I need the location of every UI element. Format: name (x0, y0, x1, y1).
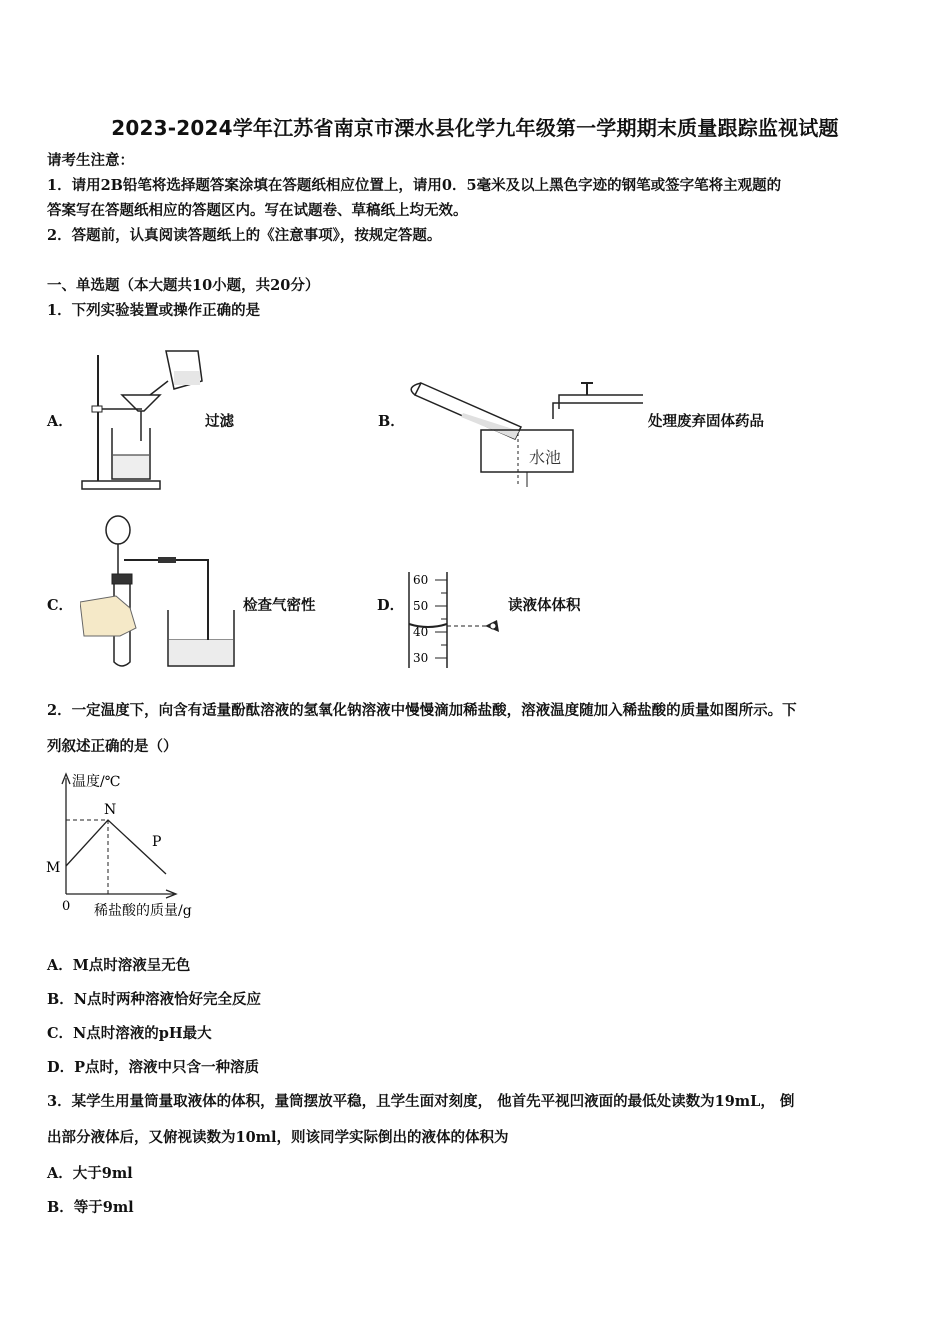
point-label-m: M (46, 860, 61, 876)
option-letter: B． (378, 413, 405, 430)
answer-option: B．N点时两种溶液恰好完全反应 (47, 991, 262, 1008)
airtightness-apparatus (80, 512, 240, 670)
temperature-graph (42, 770, 222, 922)
notice-heading: 请考生注意： (47, 152, 134, 169)
option-label: 检查气密性 (243, 597, 316, 614)
question-stem: 3．某学生用量筒量取液体的体积，量筒摆放平稳，且学生面对刻度， 他首先平视凹液面的最低处读数为19mL， 倒 (47, 1093, 795, 1110)
option-letter: D． (377, 597, 405, 614)
tick-label: 30 (413, 651, 429, 665)
tick-label: 60 (413, 573, 429, 587)
question-stem: 出部分液体后，又俯视读数为10ml，则该同学实际倒出的液体的体积为 (47, 1129, 509, 1146)
answer-option: A．大于9ml (47, 1165, 133, 1182)
disposal-apparatus (403, 375, 648, 490)
answer-option: D．P点时，溶液中只含一种溶质 (47, 1059, 259, 1076)
filtration-apparatus (80, 343, 210, 493)
notice-line: 1．请用2B铅笔将选择题答案涂填在答题纸相应位置上，请用0．5毫米及以上黑色字迹的钢笔或签字笔将主观题的 (47, 177, 782, 194)
option-label: 读液体体积 (508, 597, 581, 614)
tick-label: 40 (413, 625, 429, 639)
notice-line: 2．答题前，认真阅读答题纸上的《注意事项》，按规定答题。 (47, 227, 442, 244)
point-label-p: P (152, 834, 162, 850)
point-label-n: N (104, 802, 117, 818)
sink-label: 水池 (529, 448, 562, 467)
question-stem: 2．一定温度下，向含有适量酚酞溶液的氢氧化钠溶液中慢慢滴加稀盐酸，溶液温度随加入稀盐酸的质量如图所示。下 (47, 702, 797, 719)
cylinder-reading (403, 570, 508, 670)
graph-ylabel: 温度/℃ (72, 774, 121, 790)
answer-option: C．N点时溶液的pH最大 (47, 1025, 212, 1042)
option-label: 过滤 (205, 413, 234, 430)
graph-xlabel: 稀盐酸的质量/g (94, 903, 192, 919)
option-letter: C． (47, 597, 74, 614)
page-title: 2023-2024学年江苏省南京市溧水县化学九年级第一学期期末质量跟踪监视试题 (111, 116, 839, 140)
option-letter: A． (47, 413, 73, 430)
answer-option: A．M点时溶液呈无色 (47, 957, 191, 974)
section-heading: 一、单选题（本大题共10小题，共20分） (47, 277, 320, 294)
option-label: 处理废弃固体药品 (648, 413, 764, 430)
tick-label: 50 (413, 599, 429, 613)
notice-line: 答案写在答题纸相应的答题区内。写在试题卷、草稿纸上均无效。 (47, 202, 468, 219)
graph-origin: 0 (62, 899, 71, 914)
answer-option: B．等于9ml (47, 1199, 134, 1216)
question-stem: 列叙述正确的是（） (47, 738, 178, 755)
question-stem: 1．下列实验装置或操作正确的是 (47, 302, 261, 319)
